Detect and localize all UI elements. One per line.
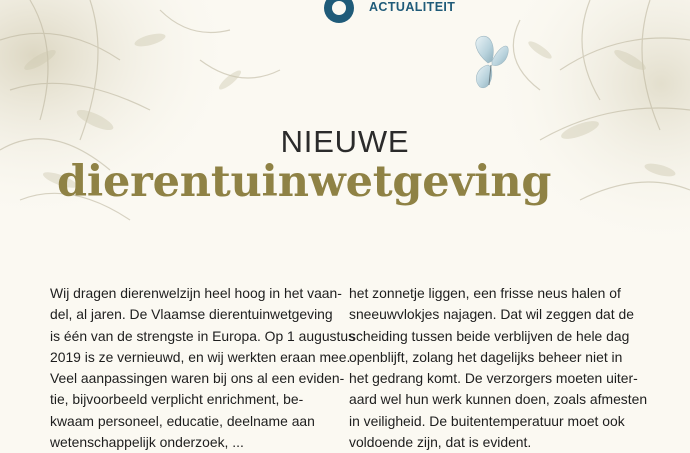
text-line: aard wel hun werk kunnen doen, zoals afmesten — [349, 391, 648, 408]
text-line: wetenschappelijk onderzoek, ... — [50, 434, 244, 451]
text-line: scheiding tussen beide verblijven de hele dag — [349, 327, 630, 344]
text-line: del, al jaren. De Vlaamse dierentuinwetgeving — [50, 306, 333, 323]
text-line: in veiligheid. De buitentemperatuur moet ook — [349, 412, 625, 429]
text-line: het zonnetje liggen, een frisse neus halen of — [349, 285, 621, 301]
text-line: Wij dragen dierenwelzijn heel hoog in het vaan- — [50, 285, 342, 301]
text-line: openblijft, zolang het dagelijks beheer niet in — [349, 348, 623, 365]
circle-logo-icon — [323, 0, 355, 24]
text-line: kwaam personeel, educatie, deelname aan — [50, 412, 315, 429]
title-line-1: NIEUWE — [280, 124, 410, 159]
text-line: is één van de strengste in Europa. Op 1 augustus — [50, 327, 356, 344]
page-title: dierentuinwetgeving — [57, 157, 552, 207]
text-line: het gedrang komt. De verzorgers moeten uiter- — [349, 370, 638, 387]
text-line: tie, bijvoorbeeld verplicht enrichment, be- — [50, 391, 304, 408]
body-column-left — [50, 283, 356, 453]
text-line: 2019 is ze vernieuwd, en wij werkten eraan mee. — [50, 348, 351, 365]
text-line: voldoende zijn, dat is evident. — [349, 434, 532, 451]
section-label: ACTUALITEIT — [369, 0, 456, 14]
body-column-right — [349, 283, 648, 453]
text-line: Veel aanpassingen waren bij ons al een eviden- — [50, 370, 345, 387]
butterfly-icon — [466, 33, 512, 93]
text-line: sneeuwvlokjes najagen. Dat wil zeggen dat de — [349, 306, 634, 323]
